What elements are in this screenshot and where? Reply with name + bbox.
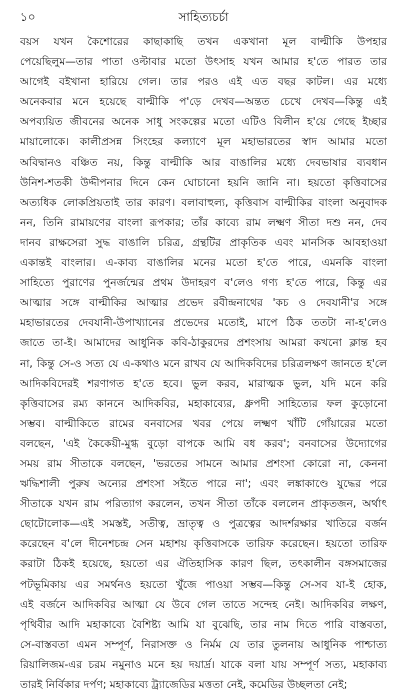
- text-line: সাহিত্যে পুরাণের পুনর্জন্মের প্রথম উদাহরণ ব'লেও গণ্য হ'তে পারে, কিন্তু এর: [20, 277, 387, 290]
- page-header: [20, 6, 387, 28]
- text-line: উনিশ-শতকী উদ্দীপনার দিনে কেন ঘোচানো হয়নি জানি না। হয়তো কৃত্তিবাসের: [20, 176, 387, 189]
- text-line: ছোটোলোক—এই সমস্তই, সতীত্ব, ভ্রাতৃত্ব ও পুত্রত্বের আদর্শরক্ষার খাতিরে বর্জন: [20, 518, 387, 531]
- text-line: আত্মার সঙ্গে বাল্মীকির আত্মার প্রভেদ রবীন্দ্রনাথের 'কচ ও দেবযানী'র সঙ্গে: [20, 297, 387, 310]
- text-line: ঋদ্ধিশালী পুরুষ অন্যের প্রশংসা সইতে পারে না'; এবং লঙ্কাকাণ্ডে যুদ্ধের পরে: [20, 478, 387, 491]
- text-line: করেছেন ব'লে দীনেশচন্দ্র সেন মহাশয় কৃত্তিবাসকে তারিফ করেছেন। হয়তো তারিফ: [20, 538, 387, 551]
- text-line: অবিদ্বানও বঞ্চিত নয়, কিন্তু বাল্মীকি আর বাঙালির মধ্যে দেবভাষার ব্যবধান: [20, 156, 387, 169]
- text-line: রিয়ালিজম-এর চরম নমুনাও মনে হয় দয়ার্দ্র। যাকে বলা যায় সম্পূর্ণ সত্য, মহাকাব্য: [20, 658, 387, 671]
- body-paragraph: [20, 32, 387, 695]
- text-line: সীতাকে যখন রাম পরিত্যাগ করলেন, তখন সীতা তাঁকে বললেন প্রাকৃতজন, অর্থাৎ: [20, 498, 387, 511]
- text-line: বয়স যখন কৈশোরের কাছাকাছি তখন একখানা মূল বাল্মীকি উপহার: [20, 36, 387, 48]
- text-line: আগেই বইখানা হারিয়ে গেল। তার পরও এই এত বছর কাটল। এর মধ্যে: [20, 76, 387, 89]
- text-line: একান্তই বাংলার। এ-কাব্য বাঙালির মনের মতো হ'তে পারে, এমনকি বাংলা: [20, 257, 387, 270]
- running-title: সাহিত্যচর্চা: [178, 10, 229, 24]
- page-number: ১০: [20, 10, 36, 24]
- text-line: পেয়েছিলুম—তার পাতা ওল্টাবার মতো উৎসাহ যখন আমার হ'তে পারত তার: [20, 56, 387, 69]
- text-line: কৃত্তিবাসের রম্য কাননে আদিকবির, মহাকাব্যের, ধ্রুপদী সাহিত্যের ফল কুড়োনো: [20, 397, 387, 410]
- text-line: অনেকবার মনে হয়েছে বাল্মীকি প'ড়ে দেখব—অন্তত চেখে দেখব—কিন্তু এই: [20, 96, 387, 109]
- text-line: পৃথিবীর আদি মহাকাব্যে বৈশিষ্ট্য আমি যা বুঝেছি, তার নাম দিতে পারি বাস্তবতা,: [20, 618, 387, 631]
- text-line: পটভূমিকায় এর সমর্থনও হয়তো খুঁজে পাওয়া সম্ভব—কিন্তু সে-সব যা-ই হোক,: [20, 578, 387, 591]
- text-line: অত্যধিক লোকপ্রিয়তাই তার কারণ। বলাবাহুল্য, কৃত্তিবাস বাল্মীকির বাংলা অনুবাদক: [20, 196, 387, 209]
- text-line: বলছেন, 'এই কৈকেয়ী-মুগ্ধ বুড়ো বাপকে আমি বধ করব'; বনবাসের উদ্যোগের: [20, 437, 387, 450]
- text-line: মহাভারতের দেবযানী-উপাখ্যানের প্রভেদের মতোই, মাপে ঠিক ততটা না-হ'লেও: [20, 317, 387, 330]
- text-line: দানব রাক্ষসেরা সুদ্ধ বাঙালি চরিত্র, গ্রন্থটির প্রাকৃতিক এবং মানসিক আবহাওয়া: [20, 236, 387, 249]
- text-line: না, কিন্তু সে-ও সত্য যে এ-কথাও মনে রাখব যে আদিকবিদের চরিত্রলক্ষণ জানতে হ'লে: [20, 357, 387, 370]
- text-line: সম্ভব। বাল্মীকিতে রামের বনবাসের খবর পেয়ে লক্ষ্মণ খাঁটি গোঁয়ারের মতো: [20, 417, 387, 430]
- text-line: মায়ালোকে। কালীপ্রসন্ন সিংহের কল্যাণে মূল মহাভারতের স্বাদ আমার মতো: [20, 136, 387, 149]
- text-line: নন, তিনি রামায়ণের বাংলা রূপকার; তাঁর কাব্যে রাম লক্ষ্মণ সীতা দশু নন, দেব: [20, 216, 387, 229]
- text-line: জাতে তা-ই। আমাদের আধুনিক কবি-ঠাকুরদের প্রশংসায় আমরা কখনো ক্লান্ত হব: [20, 337, 387, 350]
- text-line: এই বর্জনে আদিকবির আত্মা যে উবে গেল তাতে সন্দেহ নেই। আদিকবির লক্ষণ,: [20, 598, 387, 611]
- text-line: সময় রাম সীতাকে বলছেন, 'ভরতের সামনে আমার প্রশংসা কোরো না, কেননা: [20, 457, 387, 470]
- text-line: সে-বাস্তবতা এমন সম্পূর্ণ, নিরাসক্ত ও নির্মম যে তার তুলনায় আধুনিক পাশ্চাত্য: [20, 638, 387, 651]
- text-line: আদিকবিদেরই শরণাগত হ'তে হবে। ভুল করব, মারাত্মক ভুল, যদি মনে করি: [20, 377, 387, 390]
- text-line: করাটা ঠিকই হয়েছে, হয়তো এর ঐতিহাসিক কারণ ছিল, তৎকালীন বঙ্গসমাজের: [20, 558, 387, 571]
- text-line: অপব্যয়িত জীবনের অনেক সাধু সংকল্পের মতো এটিও বিলীন হ'য়ে গেছে ইচ্ছার: [20, 116, 387, 129]
- text-line: তারই নির্বিকার দর্পণ; মহাকাব্যে ট্র্যাজেডির মত্ততা নেই, কমেডির উচ্ছলতা নেই;: [20, 679, 348, 691]
